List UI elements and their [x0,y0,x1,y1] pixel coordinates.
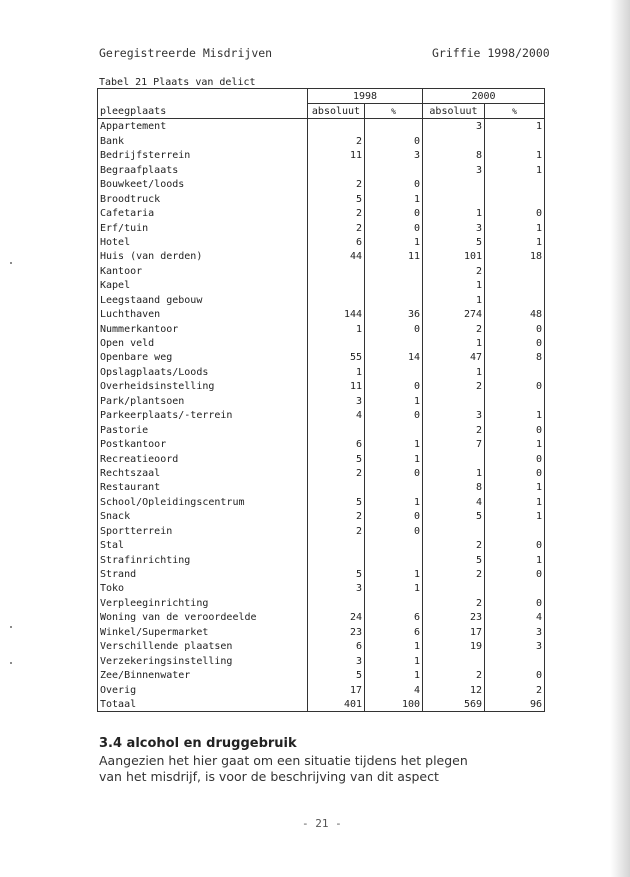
section-paragraph [99,753,539,785]
table-row [98,292,545,306]
table-row [98,307,545,321]
cell-place: Erf/tuin [98,220,308,234]
cell-abs-2000: 1 [423,278,485,292]
cell-pct-1998: 0 [365,408,423,422]
cell-pct-2000: 1 [485,235,545,249]
cell-abs-2000: 23 [423,610,485,624]
table-row [98,206,545,220]
cell-pct-2000: 0 [485,451,545,465]
cell-abs-2000: 274 [423,307,485,321]
cell-abs-1998: 5 [308,451,365,465]
table-row [98,595,545,609]
cell-pct-1998 [365,595,423,609]
cell-place: Pastorie [98,422,308,436]
cell-pct-2000 [485,133,545,147]
table-row [98,177,545,191]
cell-abs-2000: 3 [423,220,485,234]
year-1998-header: 1998 [308,89,423,104]
table-row [98,133,545,147]
table-row [98,422,545,436]
table-row [98,350,545,364]
table-row [98,523,545,537]
section-heading: 3.4 alcohol en druggebruik [99,736,297,751]
cell-pct-1998: 0 [365,220,423,234]
cell-pct-1998: 11 [365,249,423,263]
cell-pct-1998 [365,119,423,134]
cell-pct-2000: 0 [485,336,545,350]
cell-abs-2000: 101 [423,249,485,263]
table-row [98,364,545,378]
cell-place: Luchthaven [98,307,308,321]
cell-abs-1998 [308,336,365,350]
cell-pct-2000 [485,263,545,277]
table-row [98,610,545,624]
table-row [98,451,545,465]
cell-pct-1998 [365,263,423,277]
cell-place: Kapel [98,278,308,292]
cell-pct-1998: 100 [365,697,423,712]
table-row [98,393,545,407]
cell-pct-2000: 0 [485,321,545,335]
scan-speck [10,626,12,628]
cell-pct-2000 [485,523,545,537]
cell-pct-1998: 0 [365,133,423,147]
year-2000-header: 2000 [423,89,545,104]
cell-abs-1998: 1 [308,321,365,335]
cell-pct-1998: 1 [365,494,423,508]
cell-abs-1998: 3 [308,581,365,595]
col-header-pct-2000: % [485,104,545,119]
cell-abs-1998: 4 [308,408,365,422]
cell-pct-2000: 3 [485,624,545,638]
cell-pct-2000: 0 [485,466,545,480]
cell-pct-1998 [365,538,423,552]
cell-pct-1998: 3 [365,148,423,162]
cell-pct-2000: 48 [485,307,545,321]
cell-place: Openbare weg [98,350,308,364]
cell-place: Verschillende plaatsen [98,639,308,653]
cell-abs-2000: 2 [423,567,485,581]
cell-abs-2000 [423,581,485,595]
cell-abs-2000: 2 [423,379,485,393]
cell-abs-1998: 2 [308,509,365,523]
cell-place: Open veld [98,336,308,350]
cell-pct-1998 [365,292,423,306]
table-row [98,697,545,712]
cell-pct-1998 [365,364,423,378]
cell-pct-1998: 1 [365,191,423,205]
table-row [98,653,545,667]
cell-pct-2000: 1 [485,552,545,566]
cell-pct-2000 [485,364,545,378]
table-row [98,437,545,451]
cell-abs-1998: 5 [308,567,365,581]
table-caption: Tabel 21 Plaats van delict [99,77,256,88]
cell-place: Strand [98,567,308,581]
cell-abs-1998: 44 [308,249,365,263]
cell-abs-1998: 144 [308,307,365,321]
cell-pct-2000 [485,653,545,667]
cell-place: Opslagplaats/Loods [98,364,308,378]
cell-pct-2000: 0 [485,668,545,682]
cell-pct-1998: 6 [365,610,423,624]
cell-abs-2000: 1 [423,292,485,306]
cell-pct-2000: 1 [485,148,545,162]
cell-pct-2000 [485,177,545,191]
cell-abs-1998 [308,162,365,176]
cell-pct-2000: 0 [485,538,545,552]
table-row [98,567,545,581]
cell-pct-2000: 8 [485,350,545,364]
cell-place: Woning van de veroordeelde [98,610,308,624]
cell-abs-2000 [423,393,485,407]
cell-abs-1998: 24 [308,610,365,624]
cell-place: Overig [98,682,308,696]
table-row [98,379,545,393]
cell-place: Sportterrein [98,523,308,537]
cell-pct-2000: 1 [485,480,545,494]
cell-pct-2000: 1 [485,119,545,134]
cell-abs-2000: 2 [423,538,485,552]
cell-pct-2000: 0 [485,567,545,581]
table-row [98,321,545,335]
cell-abs-2000: 7 [423,437,485,451]
cell-pct-2000: 0 [485,422,545,436]
table-row [98,220,545,234]
cell-abs-1998: 23 [308,624,365,638]
cell-abs-2000: 2 [423,595,485,609]
cell-pct-1998 [365,552,423,566]
cell-abs-1998: 2 [308,523,365,537]
cell-place: Restaurant [98,480,308,494]
cell-place: Zee/Binnenwater [98,668,308,682]
cell-abs-1998 [308,480,365,494]
cell-pct-1998: 6 [365,624,423,638]
cell-place: Bouwkeet/loods [98,177,308,191]
cell-place: Stal [98,538,308,552]
cell-pct-2000: 1 [485,220,545,234]
cell-pct-1998: 0 [365,379,423,393]
cell-pct-2000: 1 [485,509,545,523]
cell-abs-1998: 2 [308,466,365,480]
page-number: - 21 - [302,817,342,830]
cell-pct-1998: 0 [365,177,423,191]
cell-abs-2000: 569 [423,697,485,712]
table-row [98,336,545,350]
cell-abs-2000: 1 [423,206,485,220]
cell-abs-2000: 5 [423,552,485,566]
cell-abs-2000: 1 [423,336,485,350]
cell-abs-2000: 3 [423,408,485,422]
col-header-pct-1998: % [365,104,423,119]
table-row [98,682,545,696]
cell-abs-2000: 2 [423,321,485,335]
cell-pct-1998: 0 [365,466,423,480]
cell-abs-1998: 2 [308,220,365,234]
cell-pct-2000: 3 [485,639,545,653]
cell-pct-2000: 4 [485,610,545,624]
table-row [98,538,545,552]
table-row [98,162,545,176]
cell-abs-1998: 17 [308,682,365,696]
cell-pct-2000 [485,278,545,292]
cell-pct-2000 [485,191,545,205]
cell-pct-1998: 1 [365,668,423,682]
cell-abs-1998: 401 [308,697,365,712]
cell-abs-1998 [308,538,365,552]
cell-abs-1998: 2 [308,177,365,191]
header-empty-cell [98,89,308,104]
cell-abs-2000: 2 [423,422,485,436]
cell-pct-1998: 0 [365,523,423,537]
table-row [98,148,545,162]
cell-pct-1998 [365,480,423,494]
cell-abs-2000: 3 [423,119,485,134]
cell-place: Appartement [98,119,308,134]
cell-place: Snack [98,509,308,523]
cell-abs-1998: 3 [308,653,365,667]
cell-place: Recreatieoord [98,451,308,465]
cell-pct-1998: 1 [365,235,423,249]
cell-abs-2000 [423,133,485,147]
cell-abs-2000 [423,177,485,191]
cell-pct-2000 [485,393,545,407]
cell-abs-1998: 55 [308,350,365,364]
cell-abs-1998 [308,422,365,436]
col-header-place: pleegplaats [98,104,308,119]
cell-pct-2000: 1 [485,494,545,508]
paragraph-line: van het misdrijf, is voor de beschrijving van dit aspect [99,769,439,784]
cell-abs-2000: 4 [423,494,485,508]
cell-abs-1998 [308,278,365,292]
running-header-right: Griffie 1998/2000 [432,46,550,60]
cell-abs-2000: 8 [423,480,485,494]
cell-abs-2000: 47 [423,350,485,364]
cell-pct-2000: 1 [485,408,545,422]
cell-place: Bedrijfsterrein [98,148,308,162]
cell-abs-1998: 3 [308,393,365,407]
cell-abs-1998 [308,552,365,566]
cell-abs-2000: 1 [423,364,485,378]
cell-abs-1998: 6 [308,639,365,653]
cell-abs-1998 [308,119,365,134]
cell-pct-1998: 1 [365,567,423,581]
cell-place: Kantoor [98,263,308,277]
cell-pct-1998: 1 [365,639,423,653]
table-row [98,668,545,682]
cell-abs-1998: 5 [308,668,365,682]
cell-place: Park/plantsoen [98,393,308,407]
cell-pct-1998: 14 [365,350,423,364]
cell-pct-2000: 18 [485,249,545,263]
cell-abs-2000: 8 [423,148,485,162]
paragraph-line: Aangezien het hier gaat om een situatie tijdens het plegen [99,753,468,768]
cell-place: School/Opleidingscentrum [98,494,308,508]
cell-place: Parkeerplaats/-terrein [98,408,308,422]
cell-place: Verpleeginrichting [98,595,308,609]
table-row [98,639,545,653]
cell-abs-2000 [423,191,485,205]
cell-place: Verzekeringsinstelling [98,653,308,667]
cell-pct-1998: 1 [365,393,423,407]
cell-abs-1998: 11 [308,379,365,393]
table-row [98,552,545,566]
cell-abs-1998 [308,263,365,277]
table-row [98,119,545,134]
cell-place: Broodtruck [98,191,308,205]
cell-abs-2000 [423,523,485,537]
cell-abs-1998: 1 [308,364,365,378]
cell-abs-1998: 5 [308,191,365,205]
cell-abs-1998: 2 [308,206,365,220]
table-row [98,278,545,292]
cell-abs-1998: 2 [308,133,365,147]
cell-pct-1998 [365,278,423,292]
cell-pct-1998: 4 [365,682,423,696]
table-row [98,408,545,422]
page-edge-shadow [610,0,630,877]
cell-place: Postkantoor [98,437,308,451]
table-row [98,235,545,249]
cell-pct-1998 [365,162,423,176]
cell-place: Rechtszaal [98,466,308,480]
cell-place: Bank [98,133,308,147]
cell-abs-2000: 3 [423,162,485,176]
cell-pct-1998: 1 [365,451,423,465]
cell-place: Overheidsinstelling [98,379,308,393]
cell-pct-2000: 0 [485,595,545,609]
cell-place: Toko [98,581,308,595]
scan-speck [10,262,12,264]
running-header-left: Geregistreerde Misdrijven [99,46,273,60]
cell-abs-2000: 5 [423,509,485,523]
cell-place: Winkel/Supermarket [98,624,308,638]
cell-abs-2000: 2 [423,263,485,277]
cell-abs-1998 [308,292,365,306]
cell-abs-2000 [423,451,485,465]
col-header-abs-1998: absoluut [308,104,365,119]
cell-place: Nummerkantoor [98,321,308,335]
cell-pct-2000 [485,292,545,306]
table-row [98,191,545,205]
cell-abs-2000: 5 [423,235,485,249]
cell-pct-1998 [365,422,423,436]
cell-pct-2000 [485,581,545,595]
cell-pct-1998: 0 [365,509,423,523]
cell-pct-1998 [365,336,423,350]
cell-pct-1998: 0 [365,321,423,335]
cell-pct-2000: 0 [485,379,545,393]
cell-pct-2000: 1 [485,162,545,176]
cell-abs-1998: 6 [308,437,365,451]
cell-abs-1998 [308,595,365,609]
cell-pct-1998: 1 [365,437,423,451]
cell-pct-2000: 0 [485,206,545,220]
cell-place: Totaal [98,697,308,712]
cell-abs-2000: 1 [423,466,485,480]
table-row [98,509,545,523]
table-row [98,581,545,595]
table-row [98,466,545,480]
cell-abs-1998: 11 [308,148,365,162]
cell-place: Strafinrichting [98,552,308,566]
cell-abs-1998: 5 [308,494,365,508]
table-row [98,494,545,508]
table-row [98,263,545,277]
table-row [98,249,545,263]
cell-abs-1998: 6 [308,235,365,249]
cell-pct-1998: 0 [365,206,423,220]
cell-pct-1998: 1 [365,581,423,595]
cell-place: Hotel [98,235,308,249]
cell-pct-1998: 1 [365,653,423,667]
cell-place: Cafetaria [98,206,308,220]
cell-abs-2000 [423,653,485,667]
table-row [98,480,545,494]
cell-pct-2000: 96 [485,697,545,712]
cell-place: Leegstaand gebouw [98,292,308,306]
cell-abs-2000: 17 [423,624,485,638]
cell-abs-2000: 2 [423,668,485,682]
cell-pct-2000: 1 [485,437,545,451]
cell-place: Huis (van derden) [98,249,308,263]
delict-location-table [97,88,545,712]
cell-abs-2000: 19 [423,639,485,653]
scan-speck [10,662,12,664]
table-row [98,624,545,638]
cell-pct-1998: 36 [365,307,423,321]
cell-place: Begraafplaats [98,162,308,176]
cell-abs-2000: 12 [423,682,485,696]
cell-pct-2000: 2 [485,682,545,696]
col-header-abs-2000: absoluut [423,104,485,119]
